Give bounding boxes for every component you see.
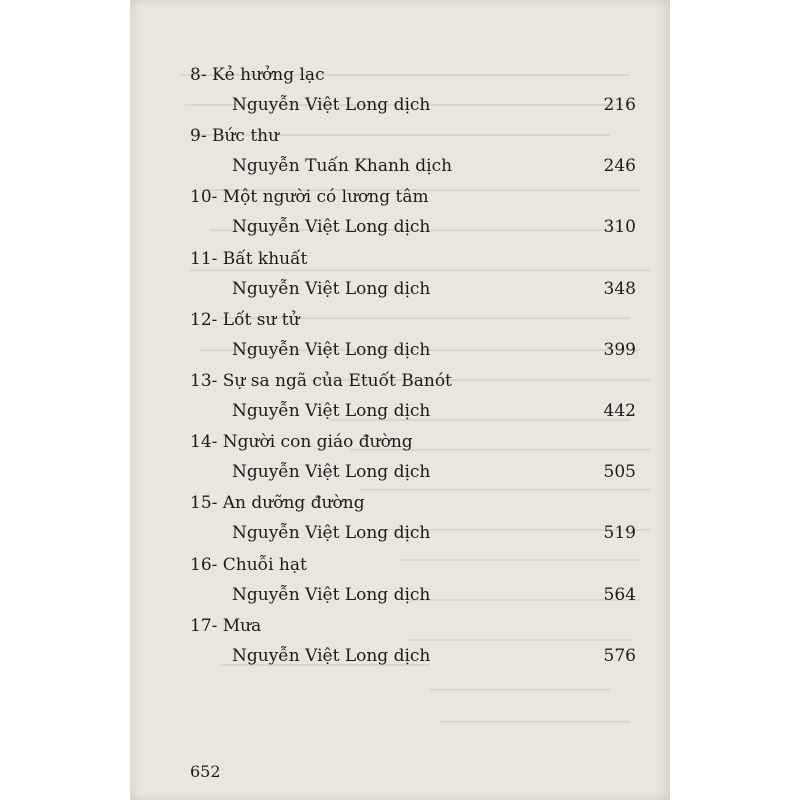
toc-entry: [130, 184, 670, 245]
translator-credit: Nguyễn Việt Long dịch: [232, 584, 431, 605]
story-title: 10- Một người có lương tâm: [190, 187, 429, 208]
toc-entry: [130, 307, 670, 368]
toc-entry: [130, 552, 670, 613]
page-reference: 564: [603, 584, 636, 605]
translator-credit: Nguyễn Việt Long dịch: [232, 278, 431, 299]
toc-entry: [130, 613, 670, 674]
page-reference: 399: [603, 339, 636, 360]
toc-entry: [130, 62, 670, 123]
page-reference: 576: [603, 645, 636, 666]
page-reference: 505: [603, 462, 636, 483]
story-title: 12- Lốt sư tử: [190, 309, 300, 330]
page-reference: 310: [603, 217, 636, 238]
story-title: 9- Bức thư: [190, 126, 280, 147]
story-title: 15- An dưỡng đường: [190, 493, 365, 514]
story-title: 13- Sự sa ngã của Etuốt Banót: [190, 370, 452, 391]
translator-credit: Nguyễn Việt Long dịch: [232, 645, 431, 666]
toc-entry: [130, 429, 670, 490]
translator-credit: Nguyễn Việt Long dịch: [232, 462, 431, 483]
story-title: 8- Kẻ hưởng lạc: [190, 65, 325, 85]
translator-credit: Nguyễn Việt Long dịch: [232, 95, 431, 115]
table-of-contents: [130, 62, 670, 674]
toc-entry: [130, 368, 670, 429]
page-reference: 246: [603, 156, 636, 177]
translator-credit: Nguyễn Việt Long dịch: [232, 400, 431, 421]
translator-credit: Nguyễn Việt Long dịch: [232, 523, 431, 544]
toc-entry: [130, 123, 670, 184]
page-reference: 216: [603, 95, 636, 115]
translator-credit: Nguyễn Việt Long dịch: [232, 217, 431, 238]
page-reference: 348: [603, 278, 636, 299]
page-reference: 519: [603, 523, 636, 544]
translator-credit: Nguyễn Tuấn Khanh dịch: [232, 156, 453, 177]
translator-credit: Nguyễn Việt Long dịch: [232, 339, 431, 360]
page-folio-number: 652: [190, 762, 221, 781]
page-reference: 442: [603, 400, 636, 421]
toc-entry: [130, 490, 670, 551]
story-title: 14- Người con giáo đường: [190, 432, 413, 453]
story-title: 16- Chuỗi hạt: [190, 554, 307, 575]
story-title: 17- Mưa: [190, 615, 262, 636]
story-title: 11- Bất khuất: [190, 248, 308, 269]
toc-entry: [130, 246, 670, 307]
book-page: [130, 0, 670, 800]
